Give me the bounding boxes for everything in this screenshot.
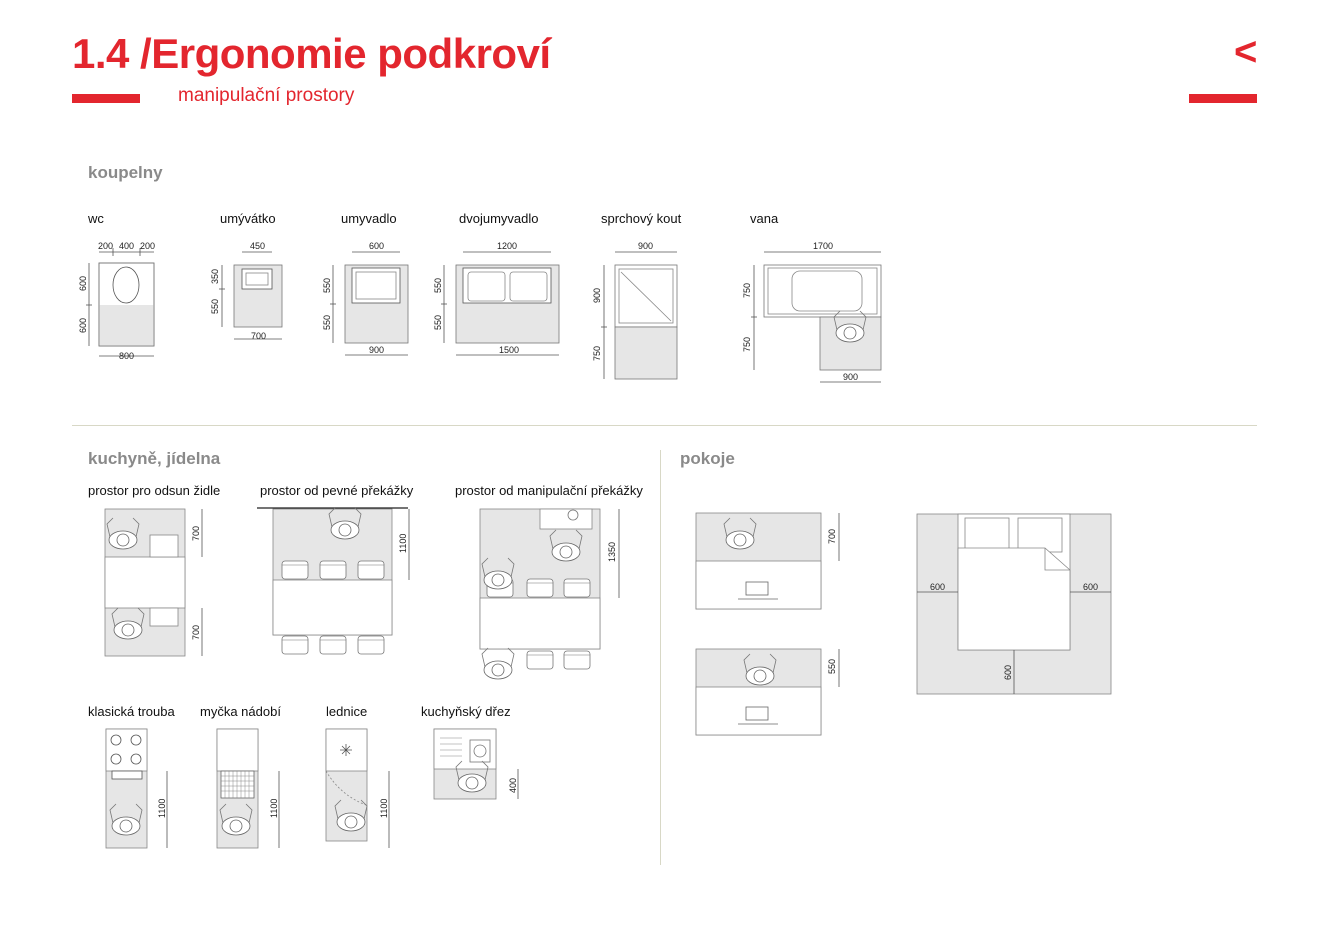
dvojumyvadlo-drawing	[441, 252, 559, 355]
manip-person-icon-3	[482, 648, 514, 679]
dim-sprcha-900b: 900	[592, 287, 602, 303]
dim-vana-1700: 1700	[813, 241, 834, 251]
dim-umyvadlo-600: 600	[369, 241, 385, 251]
dim-wc-600b: 600	[78, 317, 88, 333]
dim-stul2-550: 550	[827, 658, 837, 674]
page-title: 1.4 /Ergonomie podkroví	[72, 30, 551, 77]
wc-drawing	[86, 248, 154, 356]
dim-umyvatko-450: 450	[250, 241, 266, 251]
manip-chair-icon-5	[564, 651, 590, 669]
dim-vana-750a: 750	[742, 282, 752, 298]
label-mycka: myčka nádobí	[200, 704, 281, 719]
section-title-bathrooms: koupelny	[88, 163, 163, 182]
label-wc: wc	[88, 211, 104, 226]
label-umyvatko: umývátko	[220, 211, 276, 226]
postel-drawing	[917, 514, 1111, 694]
label-vana: vana	[750, 211, 779, 226]
dim-sprcha-750: 750	[592, 345, 602, 361]
dim-postel-600-bottom: 600	[1003, 664, 1013, 680]
dim-lednice-1100: 1100	[379, 798, 389, 818]
dim-wc-200b: 200	[140, 241, 156, 251]
label-pevna-prekazka: prostor od pevné překážky	[260, 483, 414, 498]
label-odsun-zidle: prostor pro odsun židle	[88, 483, 221, 498]
back-arrow-icon[interactable]: <	[1234, 30, 1258, 74]
pevna-chair-icon-4	[282, 636, 308, 654]
dim-umyvadlo-550a: 550	[322, 277, 332, 293]
dim-wc-400: 400	[119, 241, 135, 251]
dim-mycka-1100: 1100	[269, 798, 279, 818]
dim-odsun-700b: 700	[191, 624, 201, 640]
sprchovy-kout-drawing	[601, 252, 677, 379]
pevna-chair-icon-1	[282, 561, 308, 579]
section-title-kitchen: kuchyně, jídelna	[88, 449, 221, 468]
dim-sprcha-900a: 900	[638, 241, 654, 251]
dim-wc-600a: 600	[78, 275, 88, 291]
manip-chair-icon-4	[527, 651, 553, 669]
label-umyvadlo: umyvadlo	[341, 211, 397, 226]
pokoje-stul-2-drawing	[696, 649, 839, 735]
dim-postel-600-left: 600	[930, 582, 946, 592]
dim-postel-600-right: 600	[1083, 582, 1099, 592]
dim-dvojumyvadlo-550b: 550	[433, 314, 443, 330]
dim-wc-800: 800	[119, 351, 135, 361]
label-lednice: lednice	[326, 704, 368, 719]
dim-umyvatko-700: 700	[251, 331, 267, 341]
pevna-chair-icon-6	[358, 636, 384, 654]
dim-umyvadlo-900: 900	[369, 345, 385, 355]
dim-pevna-1100: 1100	[398, 533, 408, 553]
dim-umyvadlo-550b: 550	[322, 314, 332, 330]
dim-dvojumyvadlo-1500: 1500	[499, 345, 520, 355]
pevna-chair-icon-2	[320, 561, 346, 579]
dim-manip-1350: 1350	[607, 541, 617, 562]
label-manipulacni-prekazka: prostor od manipulační překážky	[455, 483, 643, 498]
label-dvojumyvadlo: dvojumyvadlo	[459, 211, 539, 226]
pokoje-stul-1-drawing	[696, 513, 839, 609]
umyvadlo-drawing	[330, 252, 408, 355]
umyvatko-drawing	[219, 252, 282, 339]
dim-odsun-700a: 700	[191, 525, 201, 541]
dim-umyvatko-550: 550	[210, 298, 220, 314]
label-drez: kuchyňský dřez	[421, 704, 511, 719]
dim-vana-900: 900	[843, 372, 859, 382]
page-subtitle: manipulační prostory	[178, 85, 355, 106]
manip-chair-icon-3	[564, 579, 590, 597]
dim-wc-200a: 200	[98, 241, 114, 251]
dim-drez-400: 400	[508, 777, 518, 793]
vana-drawing	[751, 252, 881, 382]
label-sprchovy-kout: sprchový kout	[601, 211, 682, 226]
pevna-chair-icon-5	[320, 636, 346, 654]
label-trouba: klasická trouba	[88, 704, 175, 719]
dim-stul1-700: 700	[827, 528, 837, 544]
manip-chair-icon-2	[527, 579, 553, 597]
pevna-chair-icon-3	[358, 561, 384, 579]
dim-umyvatko-350: 350	[210, 268, 220, 284]
dim-dvojumyvadlo-550a: 550	[433, 277, 443, 293]
dim-trouba-1100: 1100	[157, 798, 167, 818]
dim-vana-750b: 750	[742, 336, 752, 352]
dim-dvojumyvadlo-1200: 1200	[497, 241, 518, 251]
section-title-rooms: pokoje	[680, 449, 735, 468]
